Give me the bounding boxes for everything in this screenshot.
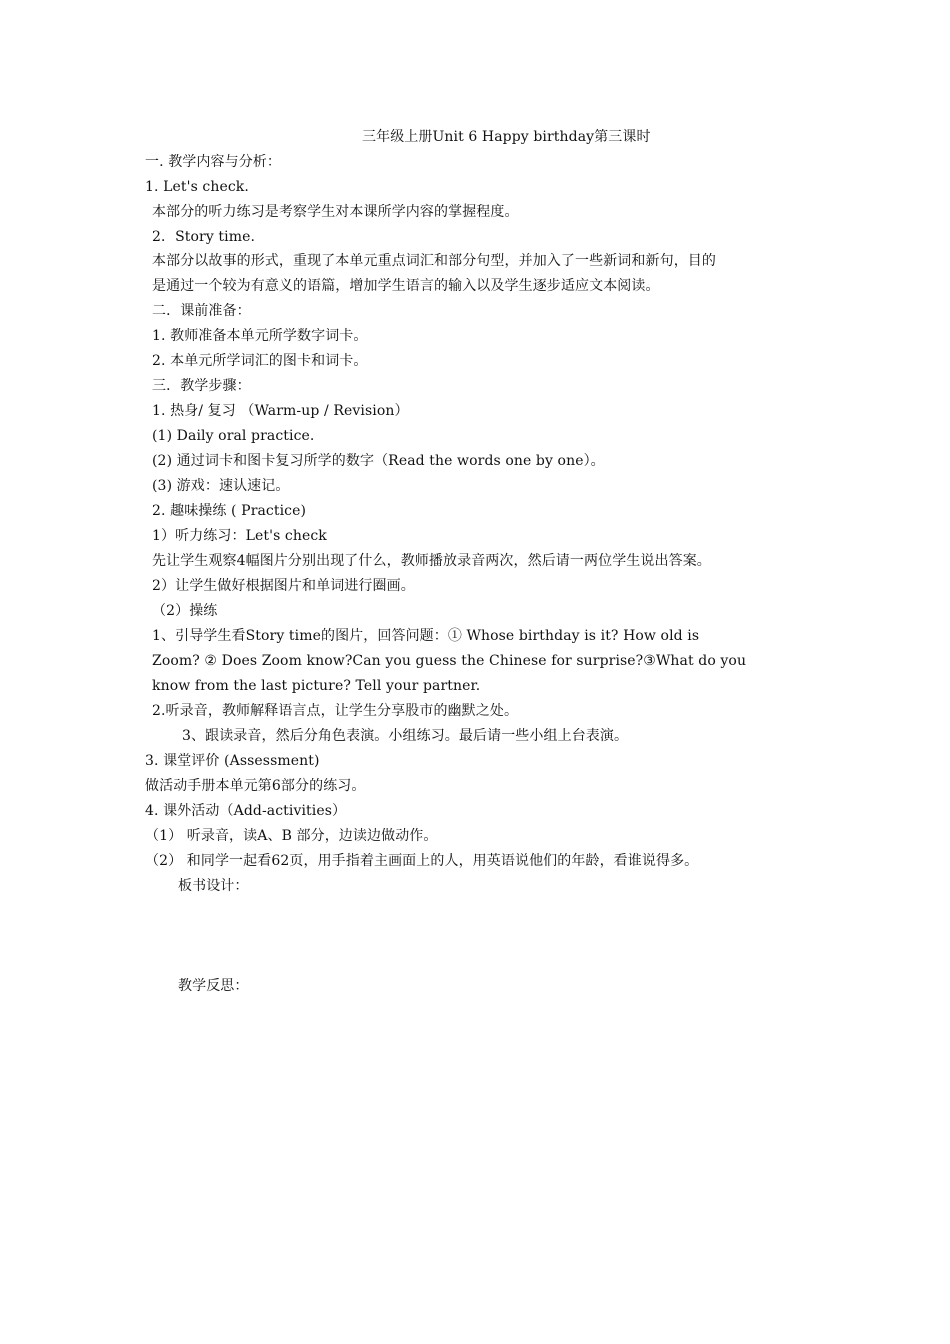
document-title: 三年级上册Unit 6 Happy birthday第三课时 bbox=[362, 129, 651, 145]
step1-item-a: (1) Daily oral practice. bbox=[152, 428, 315, 444]
section2-item2: 2. 本单元所学词汇的图卡和词卡。 bbox=[152, 353, 368, 369]
board-design-label: 板书设计： bbox=[178, 878, 249, 894]
section2-item1: 1. 教师准备本单元所学数字词卡。 bbox=[152, 328, 368, 344]
step4-item-b: （2） 和同学一起看62页，用手指着主画面上的人，用英语说他们的年龄，看谁说得多。 bbox=[145, 853, 699, 869]
step3-title: 3. 课堂评价 (Assessment) bbox=[145, 753, 320, 769]
step2-sub3-line1: 1、引导学生看Story time的图片，回答问题：① Whose birthday is it? How old is bbox=[152, 628, 700, 644]
section1-item2-desc-line1: 本部分以故事的形式，重现了本单元重点词汇和部分句型，并加入了一些新词和新句，目的 bbox=[152, 253, 716, 269]
step2-sub1-desc: 先让学生观察4幅图片分别出现了什么，教师播放录音两次，然后请一两位学生说出答案。 bbox=[152, 553, 711, 569]
step2-sub3-line5: 3、跟读录音，然后分角色表演。小组练习。最后请一些小组上台表演。 bbox=[182, 728, 629, 744]
step1-title: 1. 热身/ 复习 （Warm-up / Revision） bbox=[152, 403, 409, 419]
step4-title: 4. 课外活动（Add-activities） bbox=[145, 803, 347, 819]
step2-sub3-heading: （2）操练 bbox=[152, 603, 218, 619]
section1-item2-desc-line2: 是通过一个较为有意义的语篇，增加学生语言的输入以及学生逐步适应文本阅读。 bbox=[152, 278, 660, 294]
section1-item1-title: 1. Let's check. bbox=[145, 179, 249, 195]
step2-sub3-line4: 2.听录音，教师解释语言点，让学生分享股市的幽默之处。 bbox=[152, 703, 519, 719]
step1-item-c: (3) 游戏：速认速记。 bbox=[152, 478, 290, 494]
section1-item1-desc: 本部分的听力练习是考察学生对本课所学内容的掌握程度。 bbox=[152, 204, 519, 220]
step1-item-b: (2) 通过词卡和图卡复习所学的数字（Read the words one by one）。 bbox=[152, 453, 605, 469]
section3-heading: 三．教学步骤： bbox=[152, 378, 251, 394]
step2-sub2: 2）让学生做好根据图片和单词进行圈画。 bbox=[152, 578, 415, 594]
step2-sub3-line3: know from the last picture? Tell your partner. bbox=[152, 678, 481, 694]
step2-sub1: 1）听力练习：Let's check bbox=[152, 528, 327, 544]
section2-heading: 二．课前准备： bbox=[152, 303, 251, 319]
step2-sub3-line2: Zoom? ② Does Zoom know?Can you guess the Chinese for surprise?③What do you bbox=[152, 653, 747, 669]
step3-desc: 做活动手册本单元第6部分的练习。 bbox=[145, 778, 366, 794]
step4-item-a: （1） 听录音，读A、B 部分，边读边做动作。 bbox=[145, 828, 438, 844]
reflection-label: 教学反思： bbox=[178, 978, 249, 994]
section1-heading: 一. 教学内容与分析： bbox=[145, 154, 281, 170]
section1-item2-title: 2．Story time. bbox=[152, 229, 256, 245]
step2-title: 2. 趣味操练 ( Practice) bbox=[152, 503, 307, 519]
